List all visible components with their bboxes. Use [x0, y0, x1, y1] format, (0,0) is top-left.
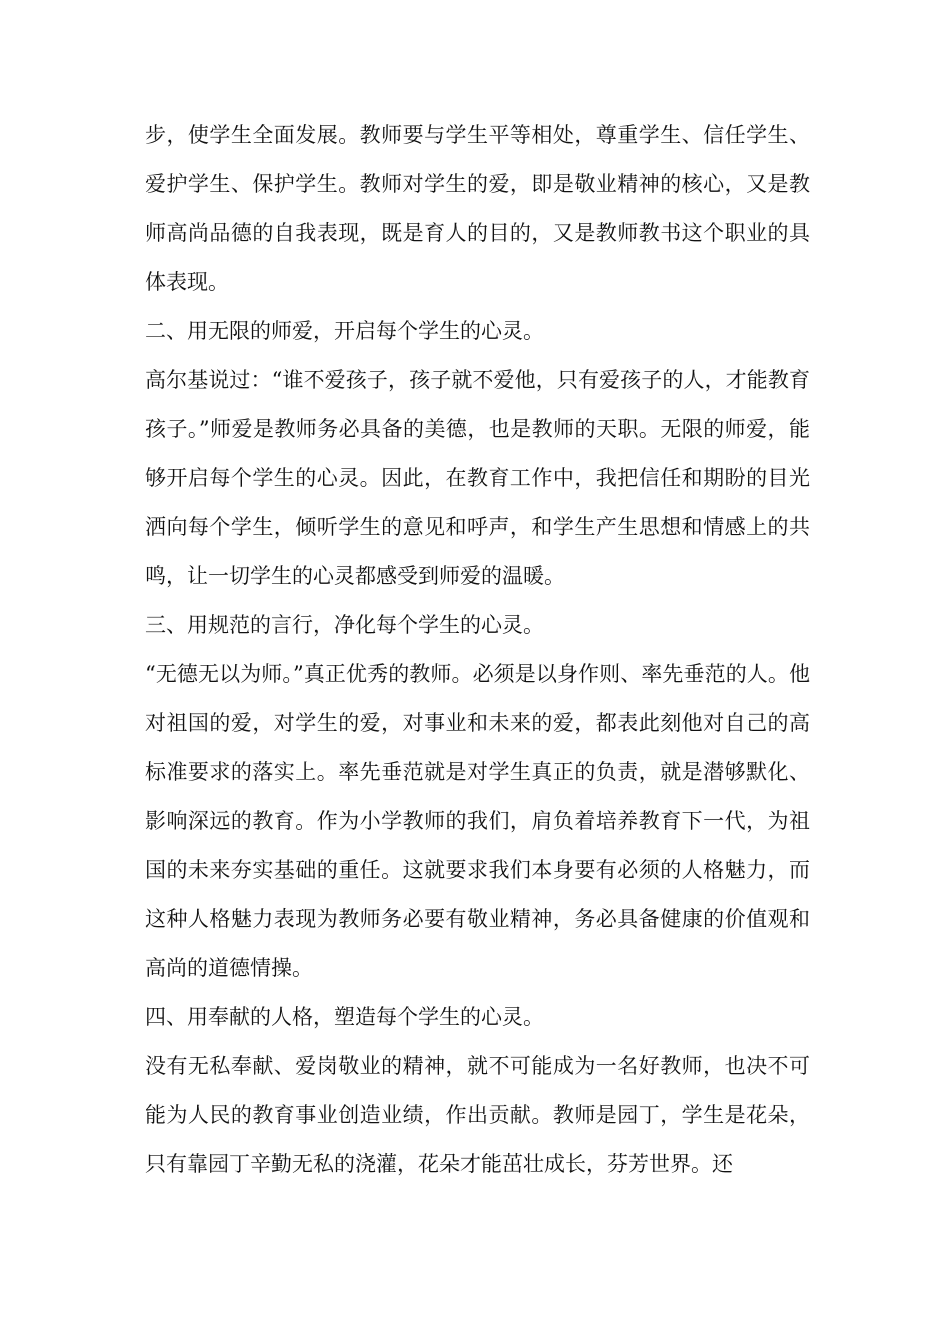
- section-heading-3: 三、用规范的言行，净化每个学生的心灵。: [145, 613, 544, 637]
- body-paragraph: 没有无私奉献、爱岗敬业的精神，就不可能成为一名好教师，也决不可能为人民的教育事业创造业绩，作出贡献。教师是园丁，学生是花朵，只有靠园丁辛勤无私的浇灌，花朵才能茁壮成长，芬芳世界。还: [145, 1054, 810, 1176]
- section-heading-2: 二、用无限的师爱，开启每个学生的心灵。: [145, 319, 544, 343]
- body-paragraph: 高尔基说过：“谁不爱孩子，孩子就不爱他，只有爱孩子的人，才能教育孩子。”师爱是教师务必具备的美德，也是教师的天职。无限的师爱，能够开启每个学生的心灵。因此，在教育工作中，我把信任和期盼的目光洒向每个学生，倾听学生的意见和呼声，和学生产生思想和情感上的共鸣，让一切学生的心灵都感受到师爱的温暖。: [145, 368, 810, 588]
- document-body: [145, 111, 810, 1189]
- section-heading-4: 四、用奉献的人格，塑造每个学生的心灵。: [145, 1005, 544, 1029]
- body-paragraph: “无德无以为师。”真正优秀的教师。必须是以身作则、率先垂范的人。他对祖国的爱，对学生的爱，对事业和未来的爱，都表此刻他对自己的高标准要求的落实上。率先垂范就是对学生真正的负责，就是潜够默化、影响深远的教育。作为小学教师的我们，肩负着培养教育下一代，为祖国的未来夯实基础的重任。这就要求我们本身要有必须的人格魅力，而这种人格魅力表现为教师务必要有敬业精神，务必具备健康的价值观和高尚的道德情操。: [145, 662, 810, 980]
- body-paragraph: 步，使学生全面发展。教师要与学生平等相处，尊重学生、信任学生、爱护学生、保护学生。教师对学生的爱，即是敬业精神的核心，又是教师高尚品德的自我表现，既是育人的目的，又是教师教书这个职业的具体表现。: [145, 123, 810, 294]
